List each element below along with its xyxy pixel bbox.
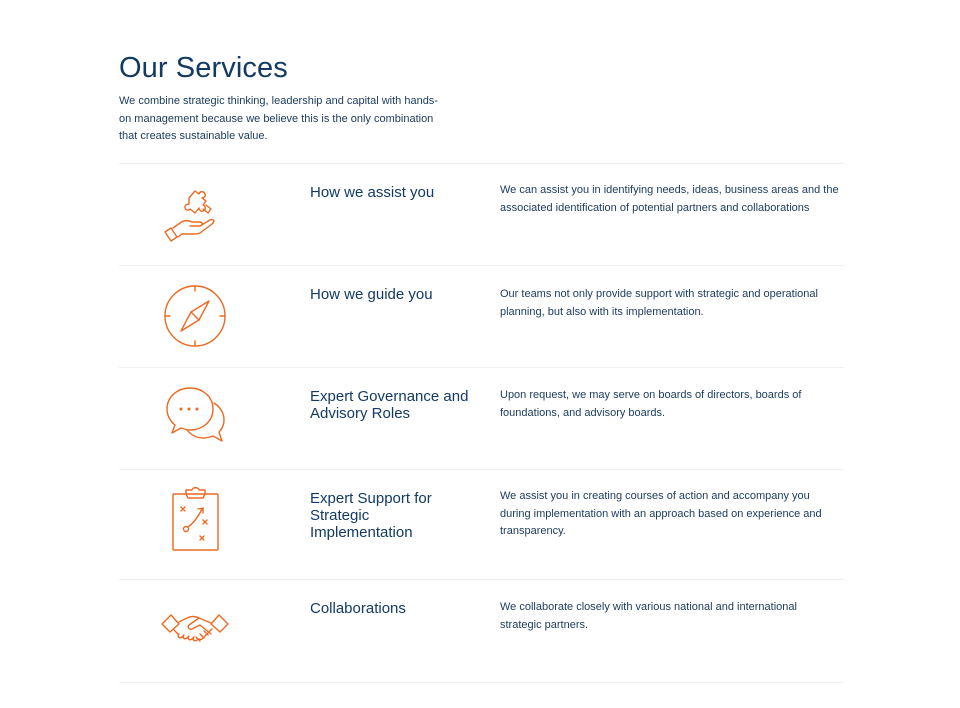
service-row-assist [119,164,844,266]
service-row-strategic [119,470,844,580]
page-title: Our Services [119,52,288,84]
handshake-icon [159,592,231,664]
chat-bubbles-icon [159,382,231,454]
service-title: Collaborations [310,600,406,617]
service-description: Upon request, we may serve on boards of directors, boards of foundations, and advisory boards. [500,389,802,419]
service-title: Expert Governance and Advisory Roles [310,388,469,422]
service-description: We assist you in creating courses of action and accompany you during implementation with an approach based on experience and transparency. [500,490,822,537]
service-title: How we assist you [310,184,435,201]
intro-text: We combine strategic thinking, leadership and capital with hands-on management because we believe this is the only combination that creates sustainable value. [119,95,438,142]
service-description: We can assist you in identifying needs, ideas, business areas and the associated identification of potential partners and collaborations [500,184,839,214]
service-row-guide [119,266,844,368]
service-description: We collaborate closely with various national and international strategic partners. [500,601,797,631]
service-title: How we guide you [310,286,433,303]
compass-icon [159,280,231,352]
service-row-governance [119,368,844,470]
services-list [119,163,844,683]
service-title: Expert Support for Strategic Implementation [310,490,432,541]
service-row-collaborations [119,580,844,683]
service-description: Our teams not only provide support with strategic and operational planning, but also with its implementation. [500,288,818,318]
clipboard-strategy-icon [159,484,231,556]
puzzle-hand-icon [159,176,231,248]
